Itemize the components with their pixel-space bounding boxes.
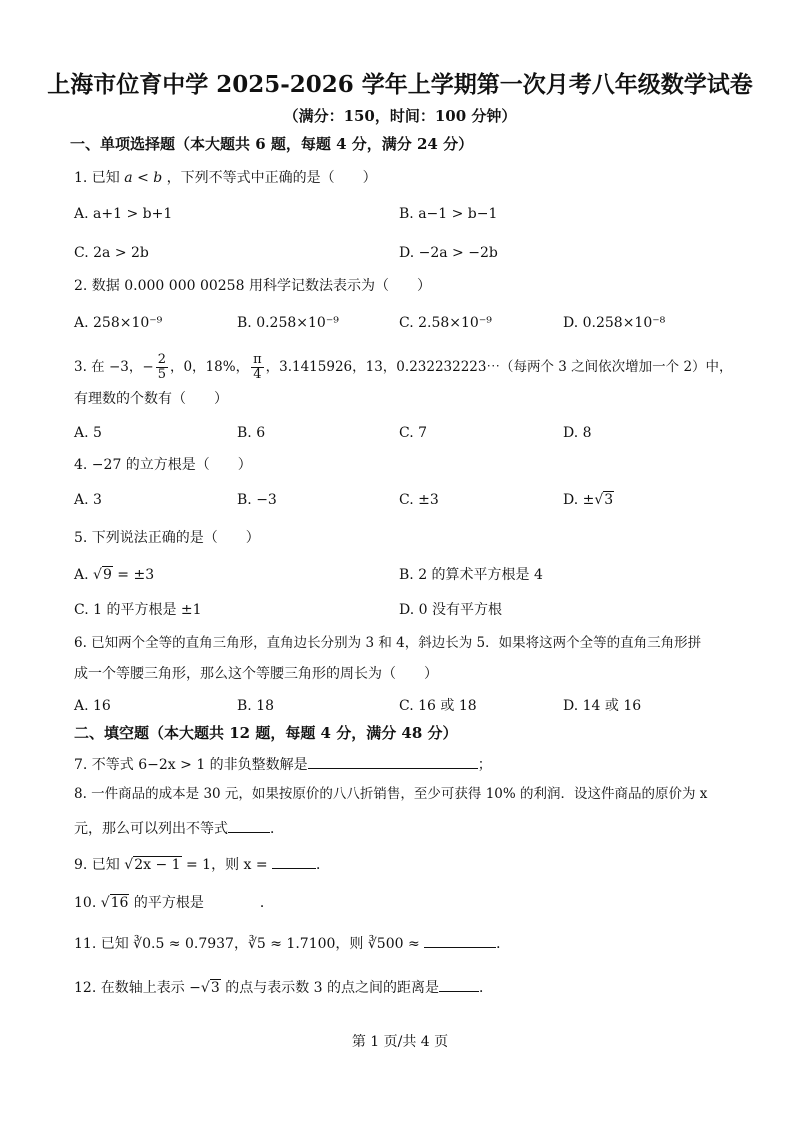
q10-text: 的平方根是 ． xyxy=(129,895,274,911)
page-number: 第 1 页/共 4 页 xyxy=(351,1034,449,1050)
question-4-stem: 4. −27 的立方根是（ ） xyxy=(74,457,252,473)
q1-option-b: B. a−1 > b−1 xyxy=(399,206,498,222)
q8-answer-blank[interactable] xyxy=(228,816,270,833)
q12-mid: 的点与表示数 3 的点之间的距离是 xyxy=(220,980,440,996)
q5-option-a: A. √9 = ±3 xyxy=(74,567,155,583)
question-10: 10. √16 的平方根是 ． xyxy=(74,895,274,911)
q12-suffix: ． xyxy=(479,980,494,996)
q6-option-a: A. 16 xyxy=(74,698,111,714)
question-9: 9. 已知 √2x − 1 = 1，则 x = ． xyxy=(74,852,330,875)
question-8-line1: 8. 一件商品的成本是 30 元，如果按原价的八八折销售，至少可获得 10% 的利润．设这件商品的原价为 x xyxy=(74,786,708,802)
q8-suffix: ． xyxy=(270,821,284,837)
q4-option-b: B. −3 xyxy=(237,492,277,508)
q6-option-b: B. 18 xyxy=(237,698,275,714)
question-3-stem xyxy=(74,353,733,382)
q3-option-a: A. 5 xyxy=(74,425,102,441)
q1-option-d: D. −2a > −2b xyxy=(399,245,498,261)
question-6-stem-line2: 成一个等腰三角形，那么这个等腰三角形的周长为（ ） xyxy=(74,666,438,682)
q1-option-c: C. 2a > 2b xyxy=(74,245,149,261)
q1-option-a: A. a+1 > b+1 xyxy=(74,206,173,222)
q3-stem-b: ，0，18%， xyxy=(169,359,250,375)
q11-suffix: ． xyxy=(496,936,511,952)
section-1-heading: 一、单项选择题（本大题共 6 题，每题 4 分，满分 24 分） xyxy=(70,135,474,153)
q5-option-a-prefix: A. xyxy=(74,567,94,583)
question-11 xyxy=(74,931,510,954)
q3-frac2-denominator: 4 xyxy=(253,367,262,382)
q3-frac1-denominator: 5 xyxy=(157,367,166,382)
question-2-stem: 2. 数据 0.000 000 00258 用科学记数法表示为（ ） xyxy=(74,278,431,294)
q5-option-a-radicand: 9 xyxy=(102,567,112,583)
q6-option-d: D. 14 或 16 xyxy=(563,698,642,714)
q5-option-a-suffix: = ±3 xyxy=(112,567,155,583)
q9-mid: = 1，则 x = xyxy=(181,857,273,873)
q7-text: 7. 不等式 6−2x > 1 的非负整数解是 xyxy=(74,757,308,773)
q4-option-d-radicand: 3 xyxy=(604,492,614,508)
q12-radicand: 3 xyxy=(210,980,220,996)
q3-frac1-numerator: 2 xyxy=(157,352,166,367)
q8-text: 元，那么可以列出不等式 xyxy=(74,821,228,837)
q7-answer-blank[interactable] xyxy=(308,752,478,769)
q3-stem-a: 3. 在 −3，− xyxy=(74,359,154,375)
q9-text: 9. 已知 xyxy=(74,857,125,873)
q4-option-d: D. ±√3 xyxy=(563,492,614,508)
q3-option-b: B. 6 xyxy=(237,425,266,441)
q4-option-a: A. 3 xyxy=(74,492,102,508)
exam-subtitle: （满分：150，时间：100 分钟） xyxy=(283,107,517,125)
q3-fraction-pi-quarter xyxy=(251,353,264,382)
q3-option-c: C. 7 xyxy=(399,425,428,441)
q5-option-d: D. 0 没有平方根 xyxy=(399,602,502,618)
q2-option-d: D. 0.258×10⁻⁸ xyxy=(563,315,666,331)
q1-stem-post: ，下列不等式中正确的是（ ） xyxy=(166,170,377,186)
q3-fraction-two-fifths xyxy=(156,353,168,382)
q7-suffix: ； xyxy=(477,757,492,773)
q10-number: 10. xyxy=(74,895,101,911)
q5-option-c: C. 1 的平方根是 ±1 xyxy=(74,602,202,618)
q1-stem-math: a < b xyxy=(124,170,163,186)
q4-option-c: C. ±3 xyxy=(399,492,439,508)
question-6-stem-line1: 6. 已知两个全等的直角三角形，直角边长分别为 3 和 4，斜边长为 5．如果将这两个全等的直角三角形拼 xyxy=(74,635,702,651)
question-5-stem: 5. 下列说法正确的是（ ） xyxy=(74,530,260,546)
question-12: 12. 在数轴上表示 −√3 的点与表示数 3 的点之间的距离是 ． xyxy=(74,975,493,998)
q3-frac2-numerator: π xyxy=(253,352,262,367)
question-1-stem xyxy=(74,168,377,188)
q9-radicand: 2x − 1 xyxy=(134,857,181,873)
q3-stem-c: ，3.1415926，13，0.232232223⋯（每两个 3 之间依次增加一个 2）中， xyxy=(265,359,733,375)
q4-option-d-prefix: D. ± xyxy=(563,492,595,508)
q12-answer-blank[interactable] xyxy=(439,975,479,992)
q9-suffix: ． xyxy=(316,857,331,873)
q3-stem-line2: 有理数的个数有（ ） xyxy=(74,391,228,407)
q5-option-b: B. 2 的算术平方根是 4 xyxy=(399,567,543,583)
q1-stem-pre: 1. 已知 xyxy=(74,170,120,186)
exam-title: 上海市位育中学 2025-2026 学年上学期第一次月考八年级数学试卷 xyxy=(47,71,753,98)
q2-option-b: B. 0.258×10⁻⁹ xyxy=(237,315,339,331)
q10-radicand: 16 xyxy=(110,895,129,911)
q2-option-c: C. 2.58×10⁻⁹ xyxy=(399,315,492,331)
q12-text: 12. 在数轴上表示 − xyxy=(74,980,201,996)
section-2-heading: 二、填空题（本大题共 12 题，每题 4 分，满分 48 分） xyxy=(74,724,458,742)
q11-text: 11. 已知 ∛0.5 ≈ 0.7937，∛5 ≈ 1.7100，则 ∛500 ≈ xyxy=(74,936,425,952)
q2-option-a: A. 258×10⁻⁹ xyxy=(74,315,163,331)
q11-answer-blank[interactable] xyxy=(424,931,496,948)
q6-option-c: C. 16 或 18 xyxy=(399,698,477,714)
question-8-line2 xyxy=(74,816,284,839)
question-7 xyxy=(74,752,492,775)
q9-answer-blank[interactable] xyxy=(272,852,316,869)
q3-option-d: D. 8 xyxy=(563,425,592,441)
